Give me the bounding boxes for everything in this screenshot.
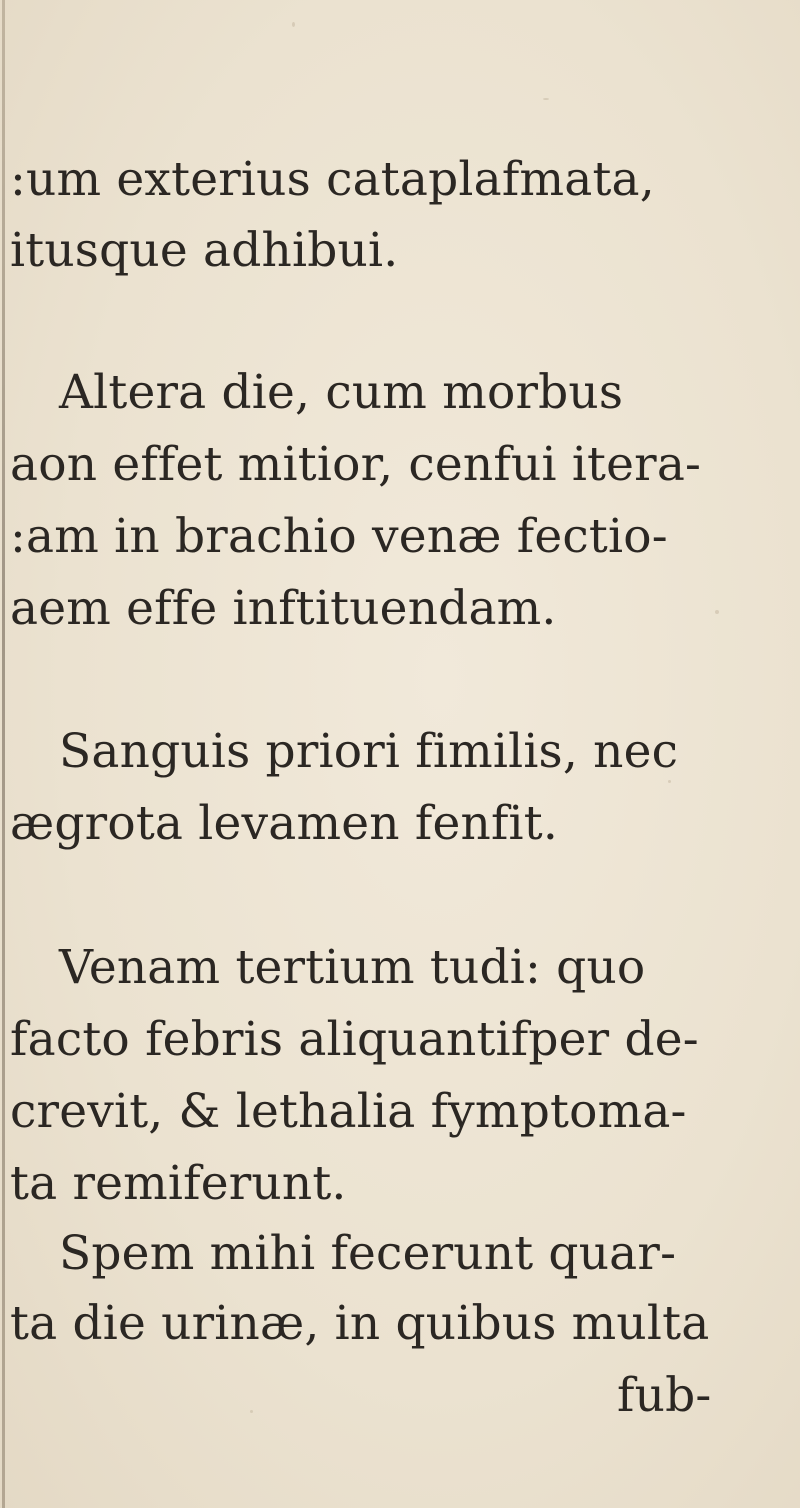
text-line: :am in brachio venæ fectio- bbox=[10, 509, 668, 564]
page-gutter bbox=[2, 0, 5, 1508]
text-line: itusque adhibui. bbox=[10, 223, 399, 278]
text-line: aem effe inftituendam. bbox=[10, 581, 557, 636]
catchword: fub- bbox=[617, 1368, 712, 1423]
text-line: Sanguis priori fimilis, nec bbox=[59, 724, 679, 779]
paper-speck bbox=[292, 22, 295, 27]
paper-speck bbox=[668, 780, 671, 783]
text-line: Altera die, cum morbus bbox=[59, 365, 624, 420]
text-line: facto febris aliquantifper de- bbox=[10, 1012, 699, 1067]
text-line: :um exterius cataplafmata, bbox=[10, 152, 655, 207]
paper-speck bbox=[715, 610, 719, 614]
text-line: crevit, & lethalia fymptoma- bbox=[10, 1084, 687, 1139]
paper-speck bbox=[250, 1410, 253, 1413]
text-line: aon effet mitior, cenfui itera- bbox=[10, 437, 702, 492]
text-line: ægrota levamen fenfit. bbox=[10, 796, 559, 851]
text-line: ta remiferunt. bbox=[10, 1156, 347, 1211]
text-line: Venam tertium tudi: quo bbox=[59, 940, 646, 995]
text-line: ta die urinæ, in quibus multa bbox=[10, 1296, 710, 1351]
paper-speck bbox=[543, 98, 549, 100]
text-line: Spem mihi fecerunt quar- bbox=[59, 1226, 677, 1281]
